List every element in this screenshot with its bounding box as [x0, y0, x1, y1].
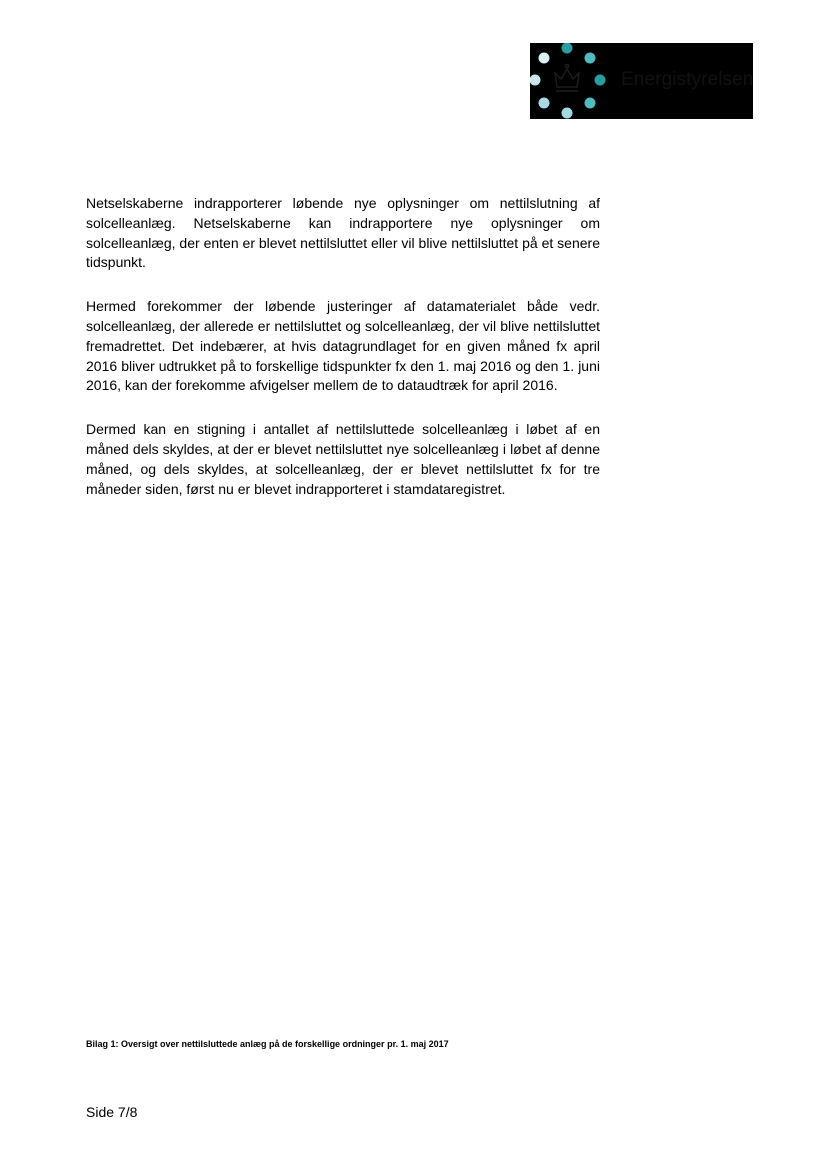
- logo-dot: [562, 108, 573, 119]
- logo-dot: [539, 53, 550, 64]
- logo-dot: [530, 75, 541, 86]
- logo-dot: [562, 43, 573, 54]
- logo-dot: [595, 75, 606, 86]
- logo-text: Energistyrelsen: [621, 69, 753, 90]
- paragraph: Dermed kan en stigning i antallet af nettilsluttede solcelleanlæg i løbet af en måned dels skyldes, at der er blevet nettilsluttet nye solcelleanlæg i løbet af denne måned, og dels skyldes, at solcelleanlæg, der er blevet nettilsluttet fx for tre måneder siden, først nu er blevet indrapporteret i stamdataregistret.: [86, 421, 600, 497]
- logo-dot: [585, 98, 596, 109]
- logo-dot: [585, 53, 596, 64]
- body-text: [86, 194, 600, 523]
- energistyrelsen-logo: [530, 43, 753, 119]
- appendix-caption: Bilag 1: Oversigt over nettilsluttede anlæg på de forskellige ordninger pr. 1. maj 2017: [86, 1039, 449, 1049]
- paragraph: Hermed forekommer der løbende justeringer af datamaterialet både vedr. solcelleanlæg, der allerede er nettilsluttet og solcelleanlæg, der vil blive nettilsluttet fremadrettet. Det indebærer, at hvis datagrundlaget for en given måned fx april 2016 bliver udtrukket på to forskellige tidspunkter fx den 1. maj 2016 og den 1. juni 2016, kan der forekomme afvigelser mellem de to dataudtræk for april 2016.: [86, 298, 600, 394]
- page-number: Side 7/8: [86, 1104, 138, 1120]
- paragraph: Netselskaberne indrapporterer løbende nye oplysninger om nettilslutning af solcelleanlæg. Netselskaberne kan indrapportere nye oplysninger om solcelleanlæg, der enten er blevet nettilsluttet eller vil blive nettilsluttet på et senere tidspunkt.: [86, 195, 600, 271]
- logo-dot: [539, 98, 550, 109]
- crown-icon: [555, 64, 579, 91]
